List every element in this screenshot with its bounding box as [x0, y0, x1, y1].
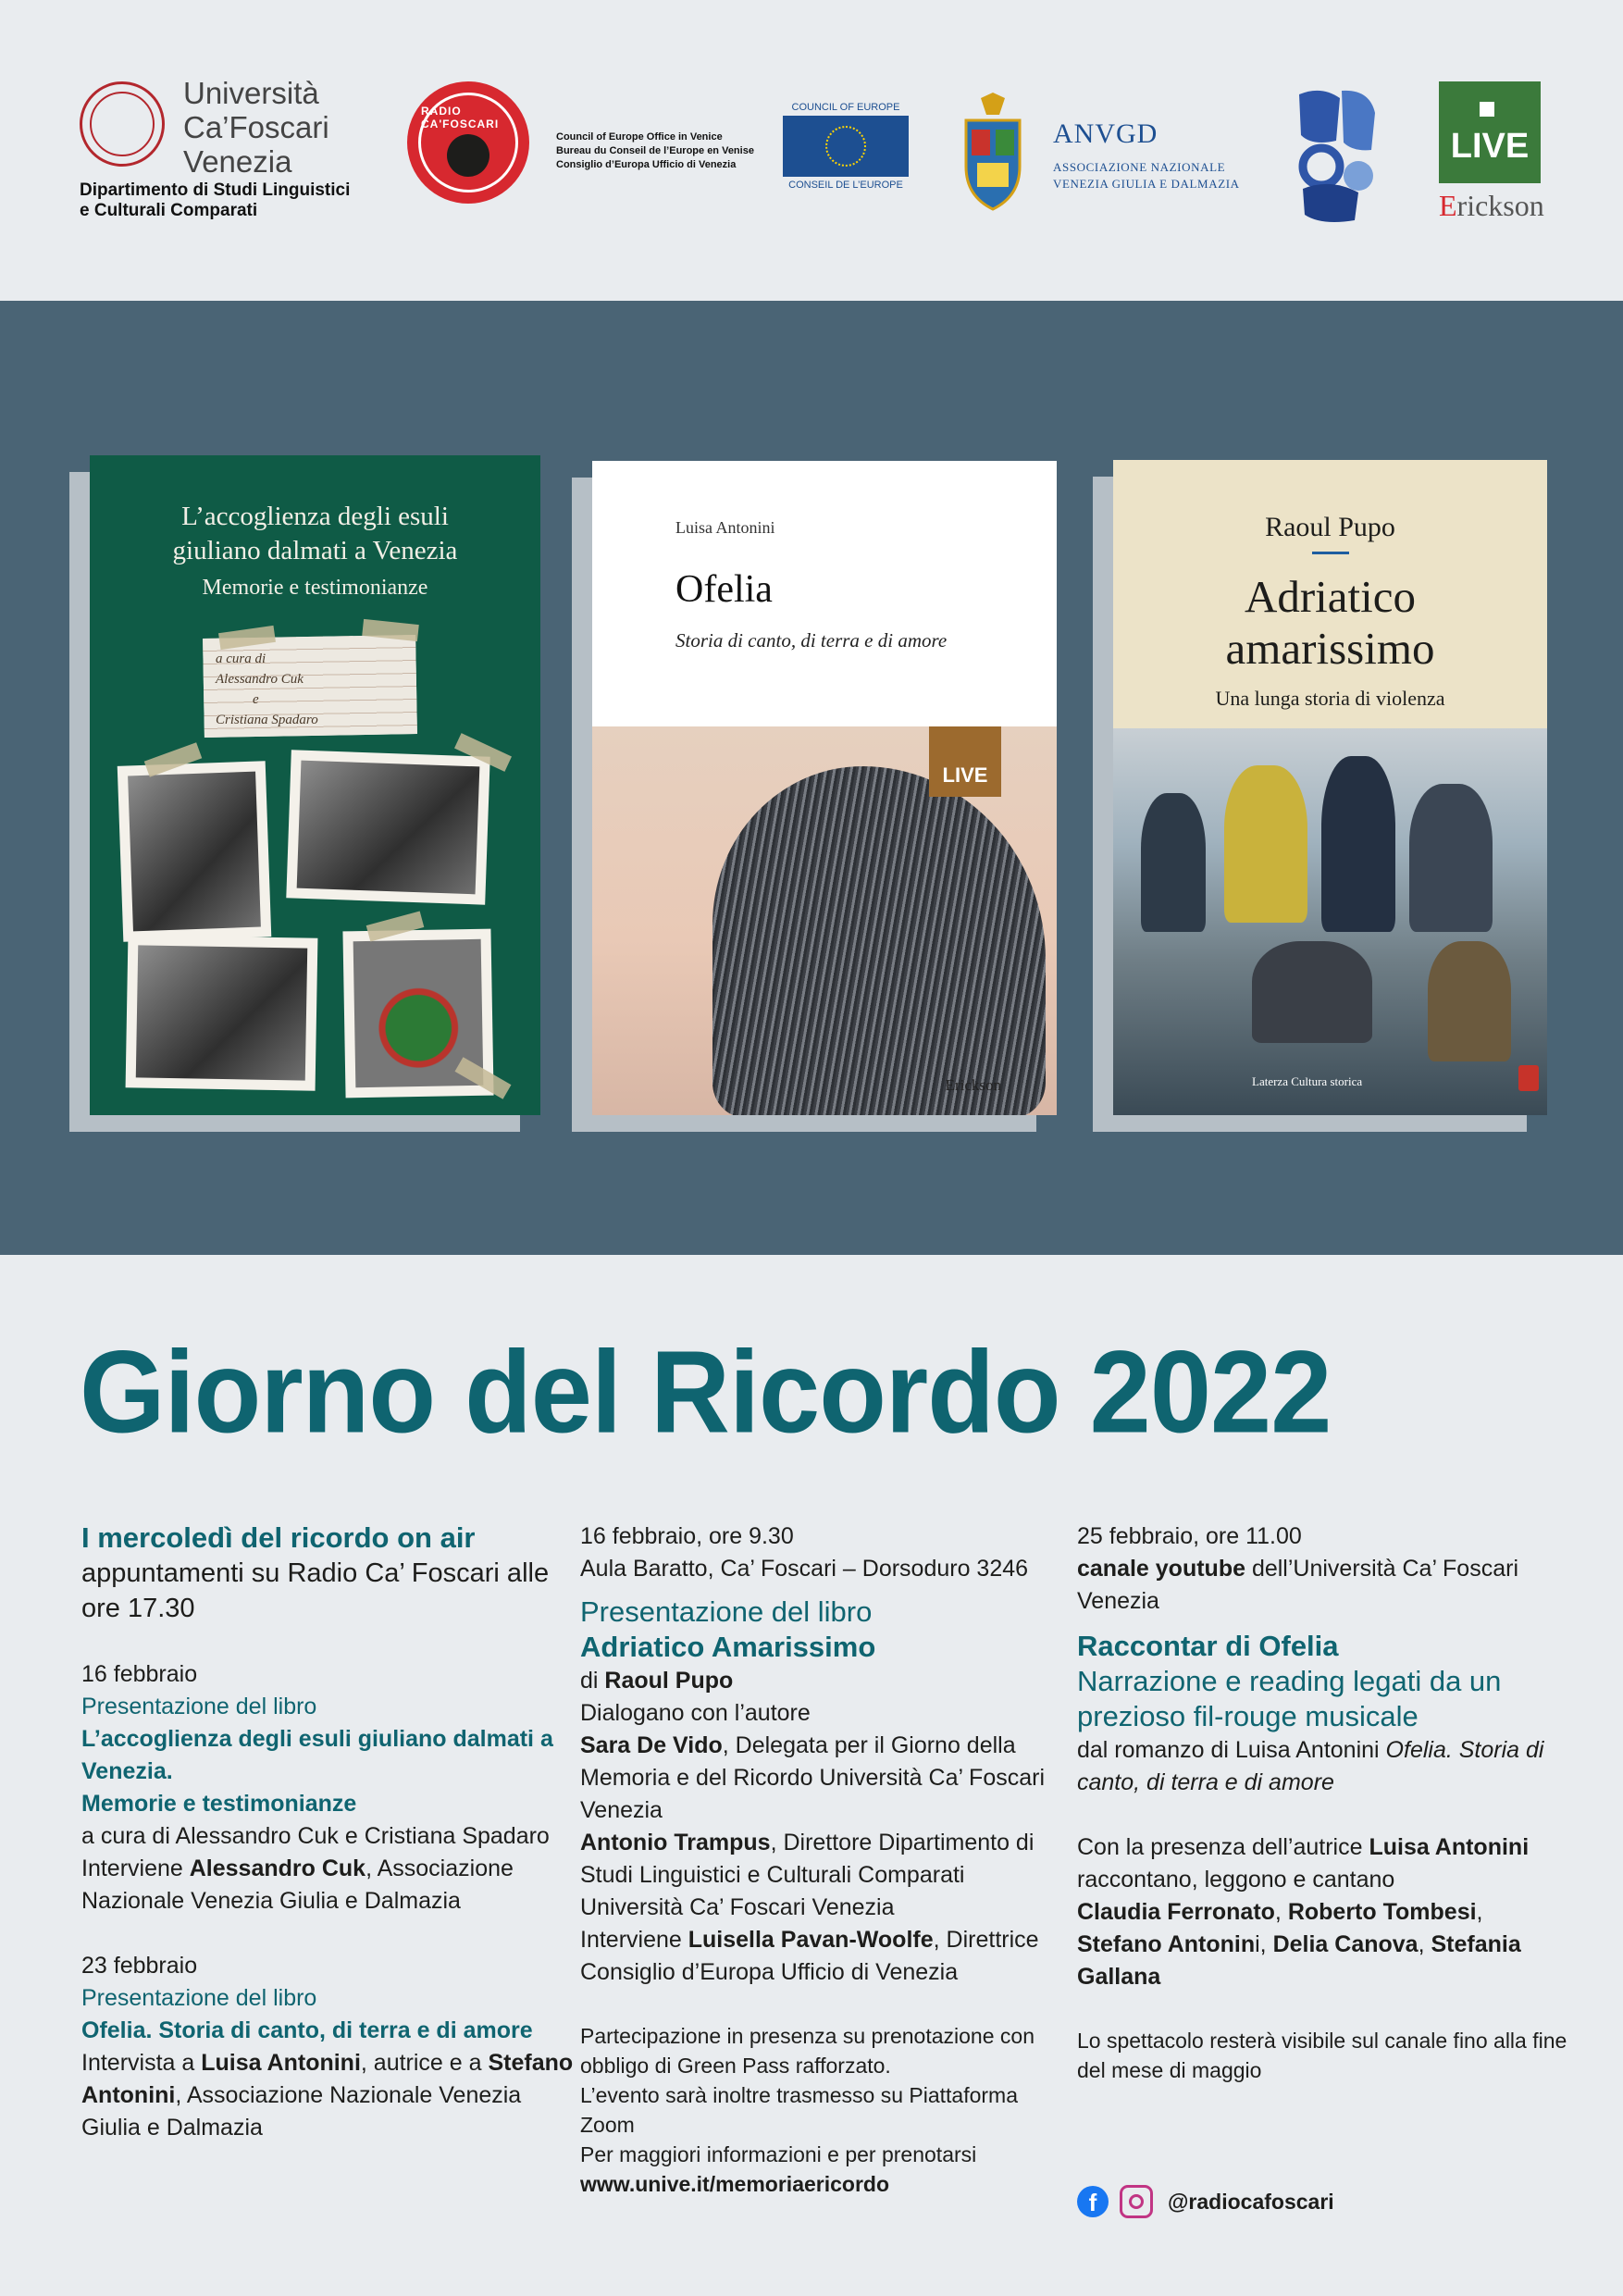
column-ofelia-event — [1077, 1520, 1577, 2085]
dept-line2: e Culturali Comparati — [80, 201, 258, 220]
book2-author: Luisa Antonini — [675, 518, 775, 537]
panelist-3-role: , Direttrice Consiglio d’Europa Ufficio di Venezia — [580, 1927, 1039, 1985]
event2-speakers-post: , Associazione Nazionale Venezia Giulia e Dalmazia — [81, 2082, 522, 2141]
event2-title: Ofelia. Storia di canto, di terra e di amore — [81, 2017, 533, 2043]
panelist-2 — [580, 1827, 1061, 1924]
coe-line1: Council of Europe Office in Venice — [556, 131, 723, 143]
unive-name — [183, 76, 329, 179]
radio-cafoscari-logo — [407, 81, 529, 204]
anvgd-shield-icon — [962, 93, 1023, 213]
book2-live-badge: LIVE — [929, 726, 1001, 797]
facebook-icon[interactable]: f — [1077, 2186, 1109, 2217]
unive-seal-icon — [80, 81, 165, 167]
book1-subtitle: Memorie e testimonianze — [202, 576, 428, 600]
book-cover-adriatico — [1113, 460, 1547, 1115]
figure — [1224, 765, 1307, 923]
anvgd-logo-text — [1053, 118, 1240, 192]
unive-name-line2: Ca’Foscari — [183, 110, 329, 144]
figure — [1409, 784, 1493, 932]
adriatico-author-pre: di — [580, 1668, 605, 1694]
event2-date: 23 febbraio — [81, 1953, 198, 1979]
figure — [1141, 793, 1206, 932]
social-links — [1077, 2185, 1334, 2218]
cast-member: Stefania Gallana — [1077, 1931, 1521, 1990]
ofelia-source-title: Ofelia. Storia di canto, di terra e di amore — [1077, 1737, 1544, 1795]
book3-rule — [1312, 552, 1349, 554]
book3-author: Raoul Pupo — [1265, 512, 1395, 542]
archive-photo — [286, 750, 489, 904]
panelist-3-name: Luisella Pavan-Woolfe — [688, 1927, 934, 1953]
streaming-info: L’evento sarà inoltre trasmesso su Piattaforma Zoom — [580, 2083, 1019, 2137]
adriatico-date: 16 febbraio, ore 9.30 — [580, 1523, 794, 1549]
event1-subtitle: Memorie e testimonianze — [81, 1791, 357, 1817]
book3-imprint: Laterza Cultura storica — [1252, 1074, 1363, 1088]
panelist-2-name: Antonio Trampus — [580, 1830, 771, 1855]
art-logo-icon — [1294, 85, 1379, 224]
ofelia-channel-name: canale youtube — [1077, 1556, 1245, 1582]
event1-title: L’accoglienza degli esuli giuliano dalmati a Venezia. — [81, 1726, 553, 1784]
ofelia-presence-post: raccontano, leggono e cantano — [1077, 1867, 1395, 1893]
headline: Giorno del Ricordo 2022 — [80, 1327, 1332, 1458]
event1-kind: Presentazione del libro — [81, 1694, 317, 1719]
book3-title-line2: amarissimo — [1225, 623, 1435, 674]
figure — [1252, 941, 1372, 1043]
coe-flag-bottom: CONSEIL DE L’EUROPE — [788, 180, 903, 191]
event2-speakers-mid: , autrice e a — [360, 2050, 489, 2076]
coe-line3: Consiglio d’Europa Ufficio di Venezia — [556, 159, 737, 170]
cast-separator: , — [1418, 1931, 1431, 1957]
event1-speaker — [81, 1853, 581, 1917]
attendance-info: Partecipazione in presenza su prenotazione con obbligo di Green Pass rafforzato. — [580, 2024, 1035, 2078]
coe-flag-icon — [783, 116, 909, 177]
event-website-link[interactable]: www.unive.it/memoriaericordo — [580, 2172, 890, 2196]
book2-subtitle: Storia di canto, di terra e di amore — [675, 629, 948, 652]
event2-speakers-pre: Intervista a — [81, 2050, 202, 2076]
ofelia-date: 25 febbraio, ore 11.00 — [1077, 1523, 1302, 1549]
council-of-europe-logo — [783, 102, 909, 205]
cast-separator: , — [1476, 1899, 1483, 1925]
adriatico-kind: Presentazione del libro — [580, 1595, 873, 1628]
column-radio-events — [81, 1520, 581, 2144]
ofelia-source — [1077, 1734, 1577, 1799]
panelist-1 — [580, 1730, 1061, 1827]
ofelia-cast — [1077, 1896, 1577, 1993]
coe-flag-top: COUNCIL OF EUROPE — [791, 102, 900, 113]
cast-member: Claudia Ferronato — [1077, 1899, 1275, 1925]
event2-kind: Presentazione del libro — [81, 1985, 317, 2011]
adriatico-dialog: Dialogano con l’autore — [580, 1700, 811, 1726]
adriatico-author — [580, 1665, 1061, 1697]
archive-photo — [118, 761, 272, 941]
figure — [1428, 941, 1511, 1061]
book3-subtitle: Una lunga storia di violenza — [1215, 687, 1445, 710]
lion-icon — [447, 134, 489, 177]
adriatico-place: Aula Baratto, Ca’ Foscari – Dorsoduro 3246 — [580, 1556, 1029, 1582]
unive-name-line1: Università — [183, 76, 319, 110]
ofelia-presence-name: Luisa Antonini — [1369, 1834, 1530, 1860]
ofelia-channel — [1077, 1553, 1577, 1618]
instagram-icon[interactable] — [1120, 2185, 1153, 2218]
event1-editors: a cura di Alessandro Cuk e Cristiana Spadaro — [81, 1823, 550, 1849]
cast-member: Roberto Tombesi — [1287, 1899, 1477, 1925]
book-cover-accoglienza — [90, 455, 540, 1115]
column-adriatico-event — [580, 1520, 1061, 2199]
event2-speaker1: Luisa Antonini — [201, 2050, 361, 2076]
anvgd-line2: VENEZIA GIULIA E DALMAZIA — [1053, 177, 1240, 191]
social-handle[interactable]: @radiocafoscari — [1168, 2189, 1334, 2214]
book2-publisher: Erickson — [945, 1076, 1001, 1094]
book1-note-line4: Cristiana Spadaro — [216, 713, 318, 727]
laterza-badge-icon — [1518, 1065, 1539, 1091]
anvgd-line1: ASSOCIAZIONE NAZIONALE — [1053, 160, 1226, 174]
radio-series-subtitle: appuntamenti su Radio Ca’ Foscari alle ore 17.30 — [81, 1558, 550, 1623]
cast-separator: i, — [1255, 1931, 1273, 1957]
book3-title — [1113, 571, 1547, 675]
book2-title: Ofelia — [675, 568, 773, 611]
event2-speakers — [81, 2047, 581, 2144]
panelist-1-name: Sara De Vido — [580, 1732, 723, 1758]
erickson-rest: rickson — [1456, 189, 1544, 222]
cast-member: Delia Canova — [1272, 1931, 1419, 1957]
live-square-icon — [1439, 81, 1541, 183]
erickson-initial: E — [1439, 189, 1457, 222]
event1-speaker-pre: Interviene — [81, 1855, 190, 1881]
dept-line1: Dipartimento di Studi Linguistici — [80, 180, 351, 200]
book1-note-line1: a cura di — [216, 652, 266, 666]
adriatico-title: Adriatico Amarissimo — [580, 1631, 876, 1663]
radio-label: RADIO CA'FOSCARI — [421, 105, 500, 130]
radio-series-title: I mercoledì del ricordo on air — [81, 1521, 476, 1554]
live-label: LIVE — [1450, 127, 1530, 166]
archive-photo — [126, 935, 318, 1091]
book1-note-line3: e — [253, 692, 259, 707]
cast-separator: , — [1274, 1899, 1288, 1925]
figure — [1321, 756, 1395, 932]
unive-name-line3: Venezia — [183, 144, 292, 179]
ofelia-source-pre: dal romanzo di Luisa Antonini — [1077, 1737, 1386, 1763]
book1-title-line2: giuliano dalmati a Venezia — [172, 536, 458, 565]
ofelia-title: Raccontar di Ofelia — [1077, 1630, 1339, 1662]
book1-title — [90, 500, 540, 568]
book1-note-line2: Alessandro Cuk — [216, 672, 304, 687]
unive-logo — [80, 76, 376, 233]
erickson-wordmark — [1439, 189, 1544, 223]
live-erickson-logo — [1439, 81, 1544, 223]
panelist-3 — [580, 1924, 1061, 1989]
coe-office-text — [556, 130, 754, 172]
anvgd-name: ANVGD — [1053, 118, 1158, 149]
booking-info: Per maggiori informazioni e per prenotarsi — [580, 2142, 977, 2166]
ofelia-presence — [1077, 1831, 1577, 1896]
book3-title-line1: Adriatico — [1244, 571, 1417, 622]
panelist-2-role: , Direttore Dipartimento di Studi Linguistici e Culturali Comparati Università Ca’ Foscari Venezia — [580, 1830, 1035, 1920]
book-cover-ofelia — [592, 461, 1057, 1115]
panelist-1-role: , Delegata per il Giorno della Memoria e del Ricordo Università Ca’ Foscari Venezia — [580, 1732, 1046, 1823]
ofelia-availability-note: Lo spettacolo resterà visibile sul canale fino alla fine del mese di maggio — [1077, 2029, 1567, 2082]
cast-member: Stefano Antonin — [1077, 1931, 1256, 1957]
event1-date: 16 febbraio — [81, 1661, 198, 1687]
event1-speaker-name: Alessandro Cuk — [189, 1855, 366, 1881]
unive-department — [80, 180, 350, 221]
event2-speaker2: Stefano Antonini — [81, 2050, 574, 2108]
coe-line2: Bureau du Conseil de l’Europe en Venise — [556, 145, 754, 156]
ofelia-presence-pre: Con la presenza dell’autrice — [1077, 1834, 1369, 1860]
event1-speaker-post: , Associazione Nazionale Venezia Giulia e Dalmazia — [81, 1855, 514, 1914]
adriatico-author-name: Raoul Pupo — [604, 1668, 734, 1694]
book1-title-line1: L’accoglienza degli esuli — [181, 502, 449, 531]
panelist-3-pre: Interviene — [580, 1927, 688, 1953]
ofelia-subtitle: Narrazione e reading legati da un prezioso fil-rouge musicale — [1077, 1665, 1502, 1732]
ofelia-channel-rest: dell’Università Ca’ Foscari Venezia — [1077, 1556, 1518, 1614]
